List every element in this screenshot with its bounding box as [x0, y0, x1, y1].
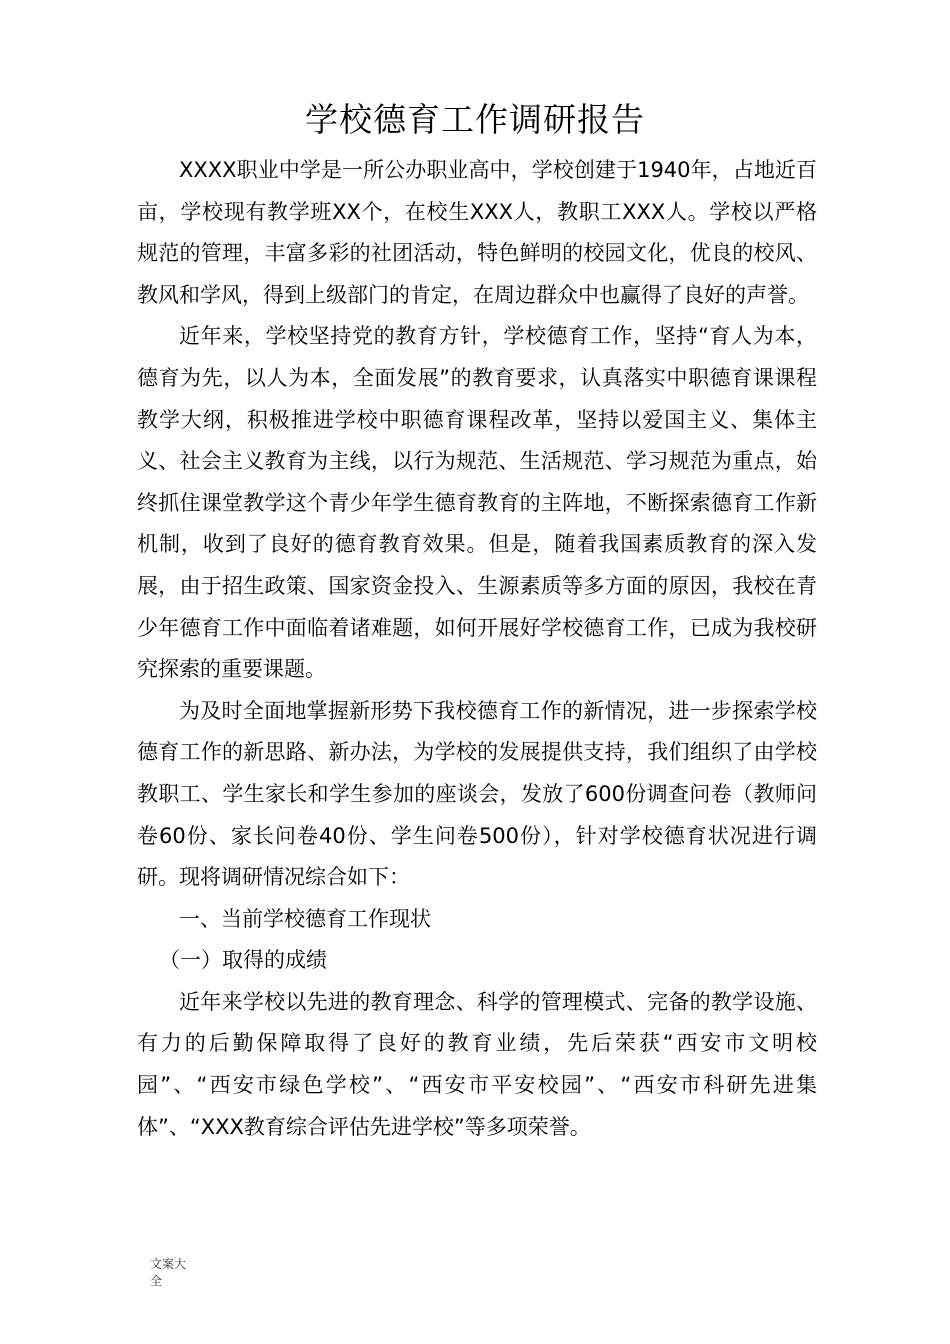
section-heading: 一、当前学校德育工作现状 [179, 906, 431, 931]
subsection-heading: （一）取得的成绩 [159, 948, 327, 973]
document-title: 学校德育工作调研报告 [305, 100, 645, 139]
achievements-paragraph: 近年来学校以先进的教育理念、科学的管理模式、完备的教学设施、有力的后勤保障取得了良好的教育业绩，先后荣获“西安市文明校园”、“西安市绿色学校”、“西安市平安校园”、“西安市科研先进集体”、“XXX教育综合评估先进学校”等多项荣誉。 [137, 989, 817, 1139]
footer-note: 文案大全 [150, 1257, 187, 1288]
policy-paragraph: 近年来，学校坚持党的教育方针，学校德育工作，坚持“育人为本，德育为先，以人为本，全面发展”的教育要求，认真落实中职德育课课程教学大纲，积极推进学校中职德育课程改革，坚持以爱国主义、集体主义、社会主义教育为主线，以行为规范、生活规范、学习规范为重点，始终抓住课堂教学这个青少年学生德育教育的主阵地，不断探索德育工作新机制，收到了良好的德育教育效果。但是，随着我国素质教育的深入发展，由于招生政策、国家资金投入、生源素质等多方面的原因，我校在青少年德育工作中面临着诸难题，如何开展好学校德育工作，已成为我校研究探索的重要课题。 [137, 324, 817, 682]
intro-paragraph: XXXX职业中学是一所公办职业高中，学校创建于1940年，占地近百亩，学校现有教学班XX个，在校生XXX人，教职工XXX人。学校以严格规范的管理，丰富多彩的社团活动，特色鲜明的校园文化，优良的校风、教风和学风，得到上级部门的肯定，在周边群众中也赢得了良好的声誉。 [137, 158, 817, 307]
document-body [137, 150, 817, 1148]
survey-paragraph: 为及时全面地掌握新形势下我校德育工作的新情况，进一步探索学校德育工作的新思路、新办法，为学校的发展提供支持，我们组织了由学校教职工、学生家长和学生参加的座谈会，发放了600份调查问卷（教师问卷60份、家长问卷40份、学生问卷500份），针对学校德育状况进行调研。现将调研情况综合如下： [137, 698, 817, 890]
